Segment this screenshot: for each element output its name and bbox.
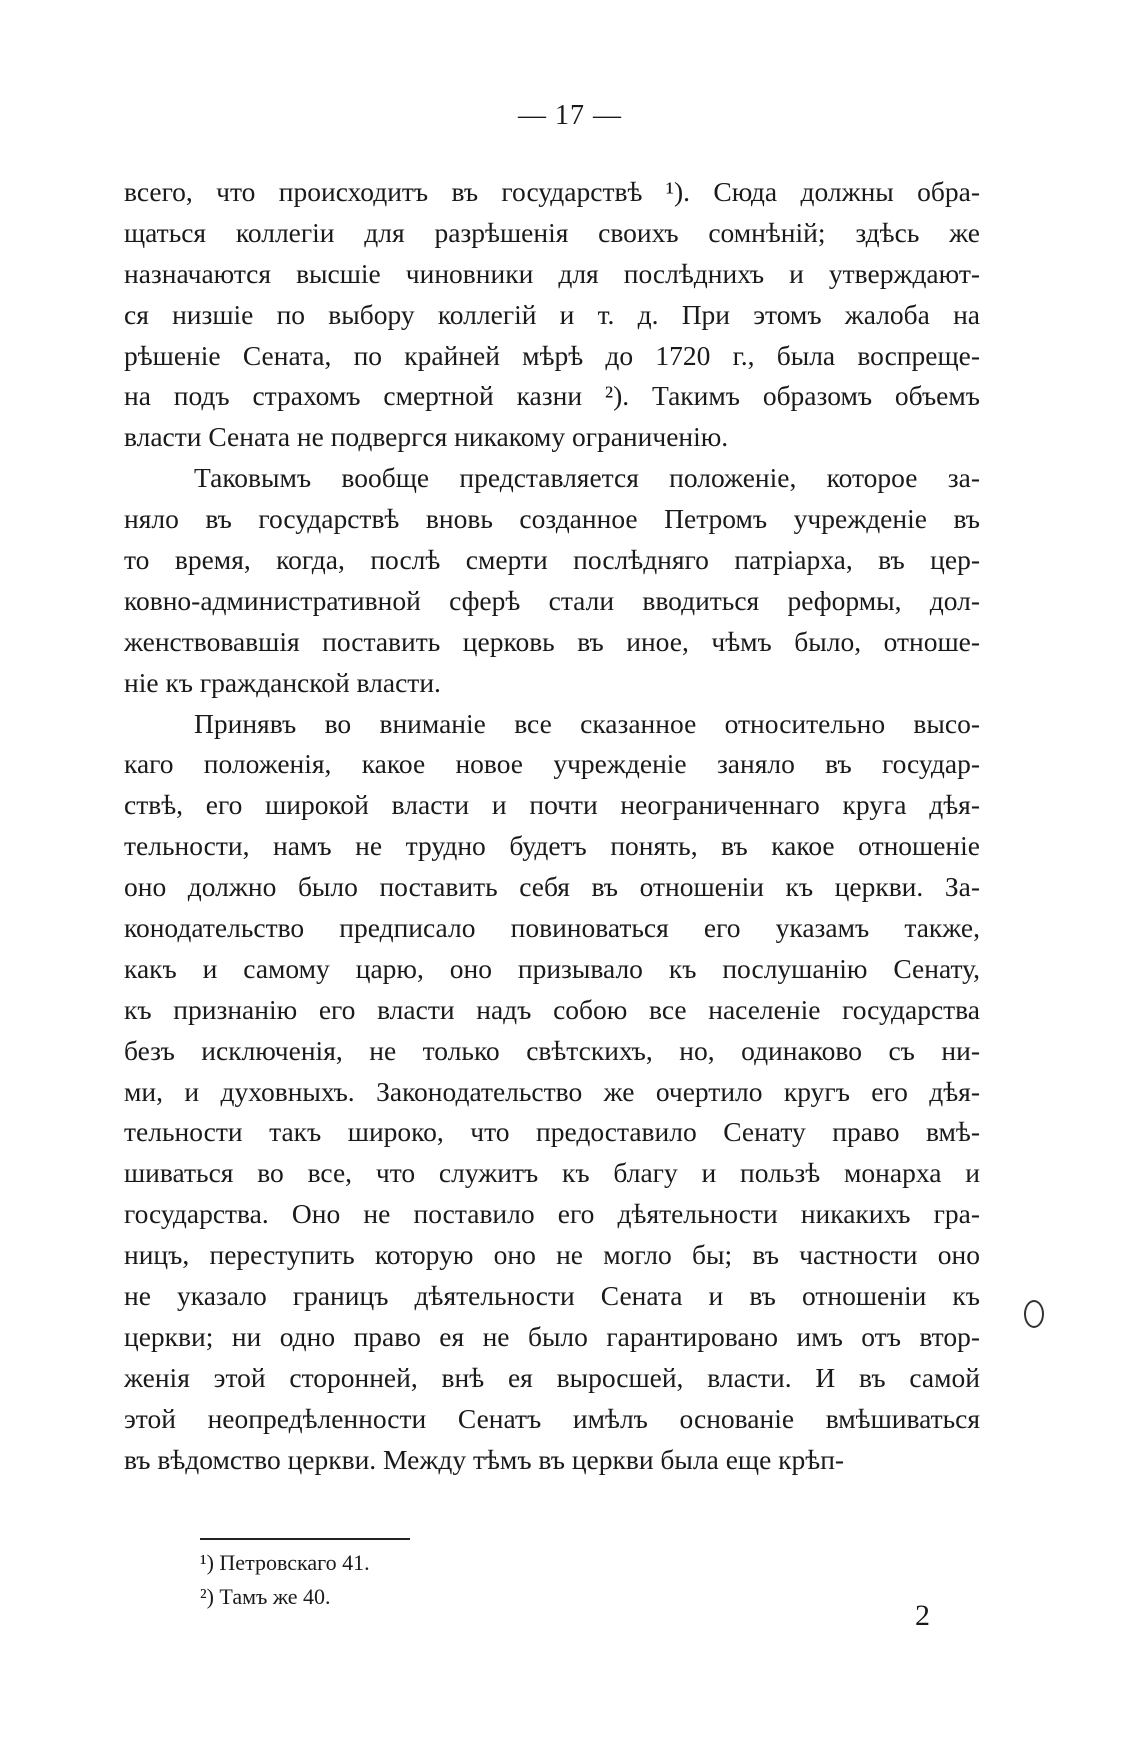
text-line: назначаются высшіе чиновники для послѣднихъ и утверждают- — [124, 257, 980, 289]
signature-mark: 2 — [915, 1599, 930, 1632]
paragraph — [124, 458, 980, 703]
footnotes — [200, 1546, 700, 1614]
text-line: тельности, намъ не трудно будетъ понять, въ какое отношеніе — [124, 830, 980, 862]
text-line: церкви; ни одно право ея не было гарантировано имъ отъ втор- — [124, 1320, 980, 1352]
text-line: женія этой сторонней, внѣ ея выросшей, власти. И въ самой — [124, 1361, 980, 1393]
text-line: женствовавшія поставить церковь въ иное, чѣмъ было, отноше- — [124, 625, 980, 657]
text-line: къ признанію его власти надъ собою все населеніе государства — [124, 993, 980, 1025]
text-line: всего, что происходитъ въ государствѣ ¹). Сюда должны обра- — [124, 176, 980, 207]
text-line: ковно-административной сферѣ стали вводиться реформы, дол- — [124, 584, 980, 616]
footnote-item: ¹) Петровскаго 41. — [200, 1550, 370, 1575]
text-line: на подъ страхомъ смертной казни ²). Такимъ образомъ объемъ — [124, 380, 980, 412]
text-line: этой неопредѣленности Сенатъ имѣлъ основаніе вмѣшиваться — [124, 1402, 980, 1434]
text-line: ми, и духовныхъ. Законодательство же очертило кругъ его дѣя- — [124, 1075, 980, 1107]
body-text — [124, 172, 980, 1481]
text-line: оно должно было поставить себя въ отношеніи къ церкви. За- — [124, 871, 980, 903]
text-line: безъ исключенія, не только свѣтскихъ, но, одинаково съ ни- — [124, 1034, 980, 1066]
text-line: власти Сената не подвергся никакому ограниченію. — [124, 421, 729, 453]
text-line: каго положенія, какое новое учрежденіе заняло въ государ- — [124, 748, 980, 780]
text-line: не указало границъ дѣятельности Сената и въ отношеніи къ — [124, 1280, 980, 1312]
margin-circle-mark — [1024, 1300, 1044, 1328]
text-line: няло въ государствѣ вновь созданное Петромъ учрежденіе въ — [124, 503, 980, 535]
text-line: шиваться во все, что служитъ къ благу и пользѣ монарха и — [124, 1157, 980, 1189]
text-line: то время, когда, послѣ смерти послѣдняго патріарха, въ цер- — [124, 544, 980, 576]
text-line: тельности такъ широко, что предоставило Сенату право вмѣ- — [124, 1116, 980, 1148]
text-line: ніе къ гражданской власти. — [124, 666, 441, 698]
footnote-rule — [200, 1538, 410, 1540]
text-line: государства. Оно не поставило его дѣятельности никакихъ гра- — [124, 1198, 980, 1230]
footnote-item: ²) Тамъ же 40. — [200, 1584, 331, 1609]
text-line: въ вѣдомство церкви. Между тѣмъ въ церкви была еще крѣп- — [124, 1443, 845, 1475]
page-number: — 17 — — [518, 100, 622, 131]
text-line: ствѣ, его широкой власти и почти неограниченнаго круга дѣя- — [124, 789, 980, 821]
text-line: конодательство предписало повиноваться его указамъ также, — [124, 912, 980, 944]
text-line: ницъ, переступить которую оно не могло бы; въ частности оно — [124, 1239, 980, 1271]
text-line: Таковымъ вообще представляется положеніе, которое за- — [194, 462, 980, 494]
paragraph — [124, 172, 980, 458]
text-line: Принявъ во вниманіе все сказанное относительно высо- — [194, 707, 980, 739]
text-line: щаться коллегіи для разрѣшенія своихъ сомнѣній; здѣсь же — [124, 216, 980, 248]
text-line: ся низшіе по выбору коллегій и т. д. При этомъ жалоба на — [124, 298, 980, 330]
text-line: рѣшеніе Сената, по крайней мѣрѣ до 1720 г., была воспреще- — [124, 339, 980, 371]
text-line: какъ и самому царю, оно призывало къ послушанію Сенату, — [124, 952, 980, 984]
paragraph — [124, 704, 980, 1481]
